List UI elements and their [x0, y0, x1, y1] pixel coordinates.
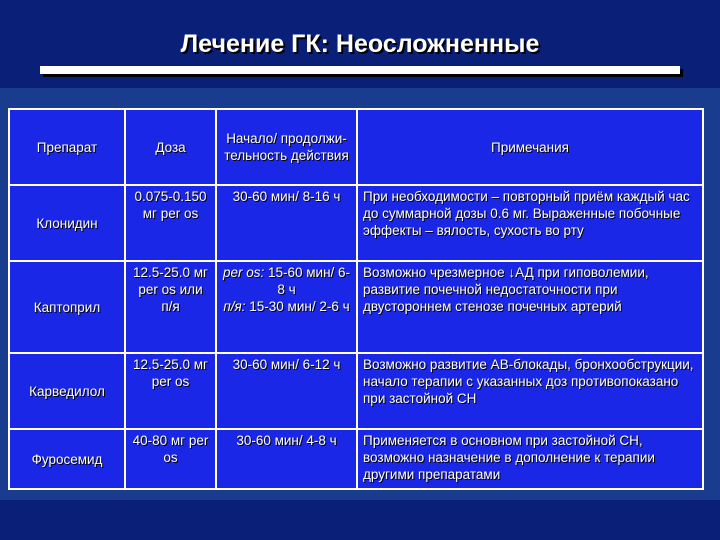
header-onset: Начало/ продолжи-тельность действия [216, 109, 357, 185]
drug-notes: Применяется в основном при застойной СН, возможно назначение в дополнение к терапии другими препаратами [357, 429, 703, 489]
onset-route-oral: per os: [222, 265, 265, 280]
drug-dose: 12.5-25.0 мг per os или п/я [125, 261, 216, 353]
title-underline [40, 66, 680, 74]
slide-title: Лечение ГК: Неосложненные [180, 30, 540, 58]
header-dose: Доза [125, 109, 216, 185]
drug-name: Каптоприл [9, 261, 125, 353]
onset-value-sublingual: 15-30 мин/ 2-6 ч [245, 299, 350, 314]
drug-notes: При необходимости – повторный приём каждый час до суммарной дозы 0.6 мг. Выраженные побочные эффекты – вялость, сухость во рту [357, 185, 703, 261]
table-row [9, 429, 703, 489]
drug-dose: 40-80 мг per os [125, 429, 216, 489]
drug-onset: 30-60 мин/ 4-8 ч [216, 429, 357, 489]
onset-value-oral: 15-60 мин/ 6-8 ч [264, 265, 351, 297]
drug-notes: Возможно развитие АВ-блокады, бронхообструкции, начало терапии с указанных доз противопоказано при застойной СН [357, 353, 703, 429]
table-row [9, 261, 703, 353]
table-row [9, 185, 703, 261]
header-notes: Примечания [357, 109, 703, 185]
drug-onset: 30-60 мин/ 8-16 ч [216, 185, 357, 261]
drug-notes: Возможно чрезмерное ↓АД при гиповолемии, развитие почечной недостаточности при двустороннем стенозе почечных артерий [357, 261, 703, 353]
onset-route-sublingual: п/я: [223, 299, 246, 314]
drug-name: Карведилол [9, 353, 125, 429]
table-header-row [9, 109, 703, 185]
drug-dose: 0.075-0.150 мг per os [125, 185, 216, 261]
drug-onset: 30-60 мин/ 6-12 ч [216, 353, 357, 429]
drug-dose: 12.5-25.0 мг per os [125, 353, 216, 429]
treatment-table [8, 108, 704, 490]
footer-band [0, 500, 720, 540]
header-drug: Препарат [9, 109, 125, 185]
drug-name: Фуросемид [9, 429, 125, 489]
drug-name: Клонидин [9, 185, 125, 261]
drug-onset [216, 261, 357, 353]
table-row [9, 353, 703, 429]
